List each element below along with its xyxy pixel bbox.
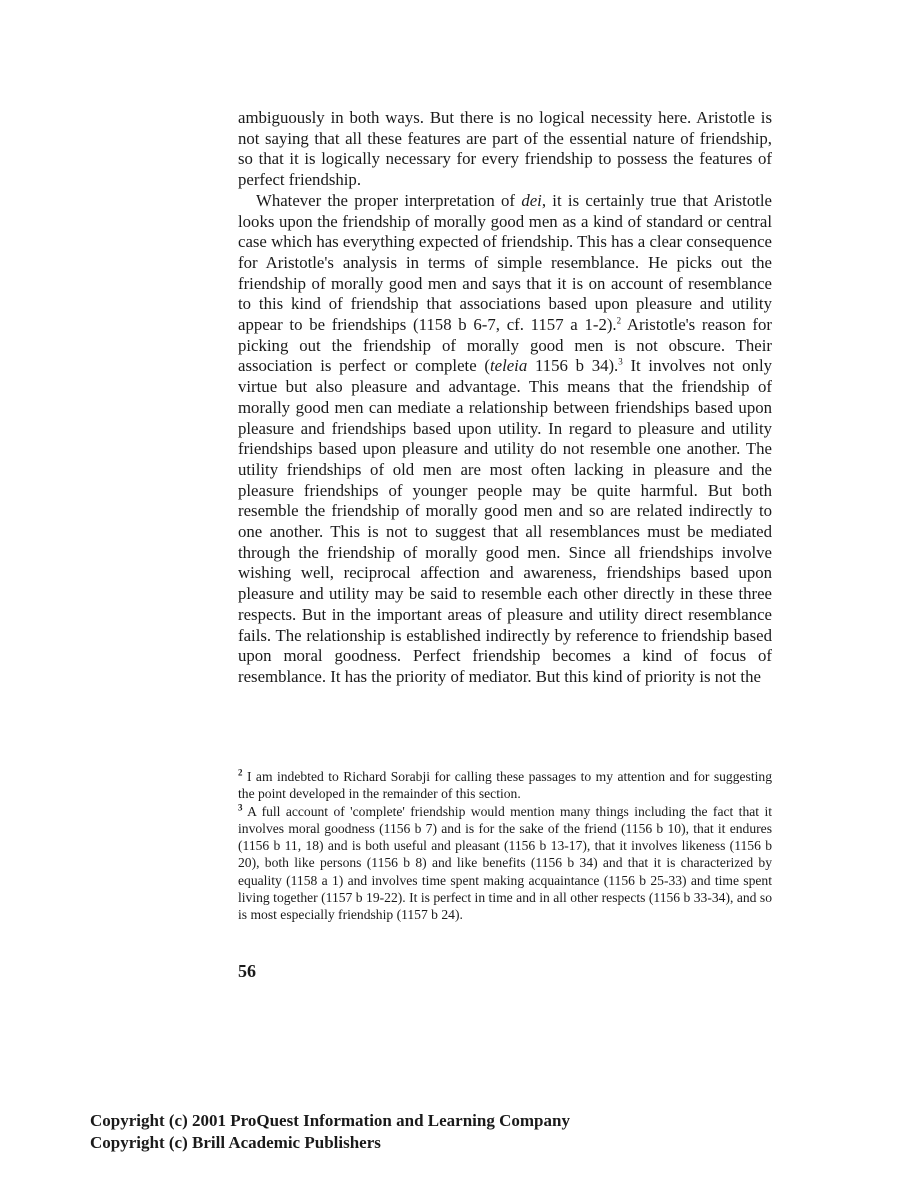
footnote-2-mark: 2 [238, 767, 243, 778]
footnote-2 [238, 768, 772, 803]
paragraph-2-text-e: It involves not only virtue but also pleasure and advantage. This means that the friendship of morally good men can mediate a relationship between friendships based upon pleasure and friendships based upon utility. In regard to pleasure and utility friendships based upon pleasure and utility do not resemble one another. The utility friendships of old men are most often lacking in pleasure and the pleasure friendships of younger people may be quite harmful. But both resemble the friendship of morally good men and so are related indirectly to one another. This is not to suggest that all resemblances must be mediated through the friendship of morally good men. Since all friendships involve wishing well, reciprocal affection and awareness, friendships based upon pleasure and utility may be said to resemble each other directly in these three respects. But in the important areas of pleasure and utility direct resemblance fails. The relationship is established indirectly by reference to friendship based upon moral goodness. Perfect friendship becomes a kind of focus of resemblance. It has the priority of mediator. But this kind of priority is not the [238, 356, 772, 686]
page-number: 56 [238, 961, 256, 981]
paragraph-2-text-b: , it is certainly true that Aristotle looks upon the friendship of morally good men as a kind of standard or central case which has everything expected of friendship. This has a clear consequence for Aristotle's analysis in terms of simple resemblance. He picks out the friendship of morally good men and says that it is on account of resemblance to this kind of friendship that associations based upon pleasure and utility appear to be friendships (1158 b 6-7, cf. 1157 a 1-2). [238, 190, 772, 335]
term-teleia: teleia [489, 356, 528, 376]
footnote-3 [238, 803, 772, 924]
term-dei: dei [521, 190, 542, 210]
body-text [238, 108, 772, 688]
footnote-ref-2[interactable]: 2 [616, 315, 622, 326]
footnote-2-text: I am indebted to Richard Sorabji for calling these passages to my attention and for suggesting the point developed in the remainder of this section. [238, 769, 772, 802]
paragraph-2-text-a: Whatever the proper interpretation of [256, 190, 522, 210]
footnotes [238, 768, 772, 924]
footnote-3-text: A full account of 'complete' friendship would mention many things including the fact that it involves moral goodness (1156 b 7) and is for the sake of the friend (1156 b 10), that it endures (1156 b 11, 18) and is both useful and pleasant (1156 b 13-17), that it involves likeness (1156 b 20), both like persons (1156 b 8) and like benefits (1156 b 34) and that it is characterized by equality (1158 a 1) and involves time spent making acquaintance (1156 b 25-33) and time spent living together (1157 b 19-22). It is perfect in time and in all other respects (1156 b 33-34), and so is most especially friendship (1157 b 24). [238, 803, 772, 923]
paragraph-1: ambiguously in both ways. But there is no logical necessity here. Aristotle is not saying that all these features are part of the essential nature of friendship, so that it is logically necessary for every friendship to possess the features of perfect friendship. [238, 108, 772, 190]
paragraph-2-text-d: 1156 b 34). [527, 356, 619, 376]
copyright-line-1: Copyright (c) 2001 ProQuest Information and Learning Company [90, 1111, 570, 1130]
footnote-ref-3[interactable]: 3 [618, 356, 623, 367]
paragraph-2 [238, 191, 772, 688]
copyright-line-2: Copyright (c) Brill Academic Publishers [90, 1133, 381, 1152]
paragraph-2-text-c: Aristotle's reason for picking out the friendship of morally good men is not obscure. Their association is perfect or complete ( [238, 315, 772, 376]
copyright-notice [90, 1110, 570, 1154]
footnote-3-mark: 3 [238, 802, 243, 813]
